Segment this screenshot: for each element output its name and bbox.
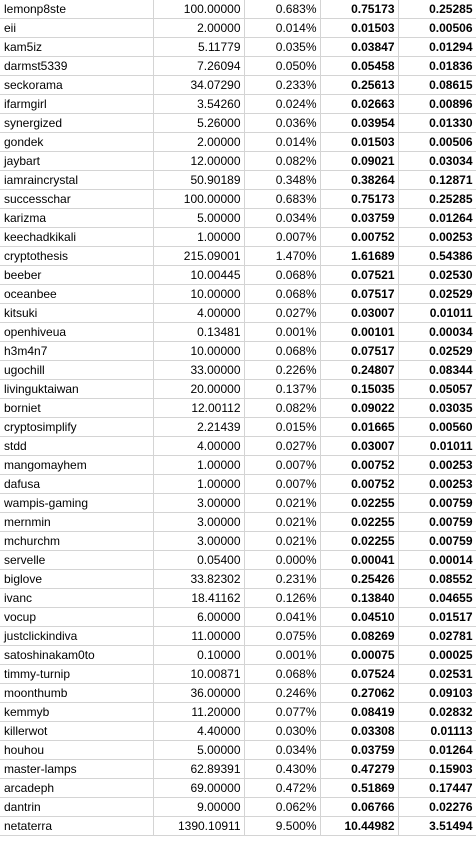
value-a-cell[interactable]: 0.25613 <box>320 76 398 95</box>
table-row <box>0 817 476 836</box>
name-cell[interactable]: justclickindiva <box>0 627 153 646</box>
value-a-cell[interactable]: 0.07524 <box>320 665 398 684</box>
value-b-cell[interactable]: 0.54386 <box>398 247 476 266</box>
amount-cell[interactable]: 5.11779 <box>153 38 244 57</box>
table-row <box>0 741 476 760</box>
value-b-cell[interactable]: 0.03034 <box>398 152 476 171</box>
value-a-cell[interactable]: 0.24807 <box>320 361 398 380</box>
table-row <box>0 133 476 152</box>
value-b-cell[interactable]: 0.00759 <box>398 532 476 551</box>
value-b-cell[interactable]: 0.00253 <box>398 456 476 475</box>
percent-cell[interactable]: 0.233% <box>244 76 320 95</box>
amount-cell[interactable]: 1.00000 <box>153 456 244 475</box>
percent-cell[interactable]: 0.035% <box>244 38 320 57</box>
amount-cell[interactable]: 0.13481 <box>153 323 244 342</box>
value-b-cell[interactable]: 0.01011 <box>398 437 476 456</box>
table-row <box>0 665 476 684</box>
name-cell[interactable]: seckorama <box>0 76 153 95</box>
amount-cell[interactable]: 5.26000 <box>153 114 244 133</box>
percent-cell[interactable]: 0.068% <box>244 665 320 684</box>
value-b-cell[interactable]: 0.00896 <box>398 95 476 114</box>
value-a-cell[interactable]: 0.38264 <box>320 171 398 190</box>
value-a-cell[interactable]: 0.00752 <box>320 228 398 247</box>
percent-cell[interactable]: 0.021% <box>244 494 320 513</box>
table-row <box>0 627 476 646</box>
percent-cell[interactable]: 0.068% <box>244 266 320 285</box>
value-b-cell[interactable]: 0.01113 <box>398 722 476 741</box>
value-b-cell[interactable]: 0.17447 <box>398 779 476 798</box>
table-row <box>0 190 476 209</box>
amount-cell[interactable]: 9.00000 <box>153 798 244 817</box>
value-b-cell[interactable]: 0.08615 <box>398 76 476 95</box>
value-a-cell[interactable]: 0.07521 <box>320 266 398 285</box>
value-a-cell[interactable]: 0.03954 <box>320 114 398 133</box>
value-b-cell[interactable]: 0.00253 <box>398 228 476 247</box>
value-b-cell[interactable]: 0.00253 <box>398 475 476 494</box>
amount-cell[interactable]: 34.07290 <box>153 76 244 95</box>
value-a-cell[interactable]: 0.01503 <box>320 133 398 152</box>
amount-cell[interactable]: 100.00000 <box>153 0 244 19</box>
name-cell[interactable]: beeber <box>0 266 153 285</box>
name-cell[interactable]: openhiveua <box>0 323 153 342</box>
name-cell[interactable]: kam5iz <box>0 38 153 57</box>
amount-cell[interactable]: 3.00000 <box>153 494 244 513</box>
amount-cell[interactable]: 12.00112 <box>153 399 244 418</box>
table-row <box>0 779 476 798</box>
amount-cell[interactable]: 12.00000 <box>153 152 244 171</box>
value-a-cell[interactable]: 0.13840 <box>320 589 398 608</box>
percent-cell[interactable]: 0.021% <box>244 532 320 551</box>
name-cell[interactable]: kitsuki <box>0 304 153 323</box>
name-cell[interactable]: jaybart <box>0 152 153 171</box>
table-row <box>0 152 476 171</box>
value-a-cell[interactable]: 0.09022 <box>320 399 398 418</box>
table-row <box>0 646 476 665</box>
value-a-cell[interactable]: 0.02255 <box>320 513 398 532</box>
value-a-cell[interactable]: 0.01665 <box>320 418 398 437</box>
percent-cell[interactable]: 0.082% <box>244 152 320 171</box>
table-row <box>0 114 476 133</box>
value-a-cell[interactable]: 0.47279 <box>320 760 398 779</box>
value-b-cell[interactable]: 0.01517 <box>398 608 476 627</box>
value-a-cell[interactable]: 0.04510 <box>320 608 398 627</box>
value-b-cell[interactable]: 0.25285 <box>398 0 476 19</box>
percent-cell[interactable]: 0.075% <box>244 627 320 646</box>
percent-cell[interactable]: 0.007% <box>244 228 320 247</box>
amount-cell[interactable]: 69.00000 <box>153 779 244 798</box>
table-row <box>0 513 476 532</box>
amount-cell[interactable]: 33.00000 <box>153 361 244 380</box>
value-b-cell[interactable]: 0.03035 <box>398 399 476 418</box>
amount-cell[interactable]: 0.05400 <box>153 551 244 570</box>
amount-cell[interactable]: 33.82302 <box>153 570 244 589</box>
table-row <box>0 323 476 342</box>
value-a-cell[interactable]: 0.02255 <box>320 494 398 513</box>
amount-cell[interactable]: 36.00000 <box>153 684 244 703</box>
value-b-cell[interactable]: 0.00759 <box>398 494 476 513</box>
value-a-cell[interactable]: 0.03759 <box>320 209 398 228</box>
percent-cell[interactable]: 0.231% <box>244 570 320 589</box>
name-cell[interactable]: timmy-turnip <box>0 665 153 684</box>
value-a-cell[interactable]: 0.51869 <box>320 779 398 798</box>
value-b-cell[interactable]: 0.02529 <box>398 342 476 361</box>
value-a-cell[interactable]: 0.09021 <box>320 152 398 171</box>
table-row <box>0 247 476 266</box>
percent-cell[interactable]: 0.007% <box>244 475 320 494</box>
value-b-cell[interactable]: 0.01836 <box>398 57 476 76</box>
percent-cell[interactable]: 1.470% <box>244 247 320 266</box>
table-row <box>0 703 476 722</box>
value-a-cell[interactable]: 0.06766 <box>320 798 398 817</box>
table-row <box>0 456 476 475</box>
percent-cell[interactable]: 0.007% <box>244 456 320 475</box>
name-cell[interactable]: oceanbee <box>0 285 153 304</box>
name-cell[interactable]: darmst5339 <box>0 57 153 76</box>
amount-cell[interactable]: 215.09001 <box>153 247 244 266</box>
table-row <box>0 76 476 95</box>
amount-cell[interactable]: 3.54260 <box>153 95 244 114</box>
value-a-cell[interactable]: 0.05458 <box>320 57 398 76</box>
amount-cell[interactable]: 100.00000 <box>153 190 244 209</box>
percent-cell[interactable]: 0.034% <box>244 741 320 760</box>
amount-cell[interactable]: 2.00000 <box>153 133 244 152</box>
value-b-cell[interactable]: 0.08344 <box>398 361 476 380</box>
value-a-cell[interactable]: 10.44982 <box>320 817 398 836</box>
value-a-cell[interactable]: 0.00752 <box>320 475 398 494</box>
name-cell[interactable]: synergized <box>0 114 153 133</box>
amount-cell[interactable]: 62.89391 <box>153 760 244 779</box>
value-a-cell[interactable]: 0.75173 <box>320 0 398 19</box>
name-cell[interactable]: h3m4n7 <box>0 342 153 361</box>
name-cell[interactable]: mangomayhem <box>0 456 153 475</box>
name-cell[interactable]: houhou <box>0 741 153 760</box>
value-a-cell[interactable]: 0.01503 <box>320 19 398 38</box>
value-a-cell[interactable]: 0.27062 <box>320 684 398 703</box>
percent-cell[interactable]: 0.030% <box>244 722 320 741</box>
percent-cell[interactable]: 0.001% <box>244 646 320 665</box>
table-row <box>0 722 476 741</box>
name-cell[interactable]: karizma <box>0 209 153 228</box>
value-a-cell[interactable]: 0.08419 <box>320 703 398 722</box>
value-b-cell[interactable]: 0.00034 <box>398 323 476 342</box>
value-b-cell[interactable]: 0.00506 <box>398 19 476 38</box>
name-cell[interactable]: moonthumb <box>0 684 153 703</box>
value-b-cell[interactable]: 0.04655 <box>398 589 476 608</box>
amount-cell[interactable]: 1.00000 <box>153 228 244 247</box>
percent-cell[interactable]: 0.027% <box>244 437 320 456</box>
percent-cell[interactable]: 0.082% <box>244 399 320 418</box>
value-b-cell[interactable]: 0.25285 <box>398 190 476 209</box>
value-b-cell[interactable]: 0.01294 <box>398 38 476 57</box>
table-row <box>0 38 476 57</box>
value-a-cell[interactable]: 0.02663 <box>320 95 398 114</box>
table-row <box>0 95 476 114</box>
amount-cell[interactable]: 11.00000 <box>153 627 244 646</box>
table-row <box>0 532 476 551</box>
table-row <box>0 494 476 513</box>
amount-cell[interactable]: 1390.10911 <box>153 817 244 836</box>
name-cell[interactable]: servelle <box>0 551 153 570</box>
value-b-cell[interactable]: 0.15903 <box>398 760 476 779</box>
table-row <box>0 570 476 589</box>
table-row <box>0 266 476 285</box>
value-a-cell[interactable]: 0.03308 <box>320 722 398 741</box>
table-row <box>0 57 476 76</box>
table-row <box>0 608 476 627</box>
value-a-cell[interactable]: 0.08269 <box>320 627 398 646</box>
percent-cell[interactable]: 0.014% <box>244 133 320 152</box>
percent-cell[interactable]: 0.050% <box>244 57 320 76</box>
value-a-cell[interactable]: 0.25426 <box>320 570 398 589</box>
percent-cell[interactable]: 0.348% <box>244 171 320 190</box>
name-cell[interactable]: dafusa <box>0 475 153 494</box>
value-b-cell[interactable]: 0.02530 <box>398 266 476 285</box>
percent-cell[interactable]: 0.226% <box>244 361 320 380</box>
table-row <box>0 380 476 399</box>
value-b-cell[interactable]: 0.05057 <box>398 380 476 399</box>
value-b-cell[interactable]: 0.01264 <box>398 741 476 760</box>
amount-cell[interactable]: 10.00000 <box>153 285 244 304</box>
value-b-cell[interactable]: 0.09103 <box>398 684 476 703</box>
name-cell[interactable]: killerwot <box>0 722 153 741</box>
name-cell[interactable]: vocup <box>0 608 153 627</box>
name-cell[interactable]: netaterra <box>0 817 153 836</box>
percent-cell[interactable]: 0.027% <box>244 304 320 323</box>
table-row <box>0 228 476 247</box>
name-cell[interactable]: gondek <box>0 133 153 152</box>
percent-cell[interactable]: 0.014% <box>244 19 320 38</box>
name-cell[interactable]: mchurchm <box>0 532 153 551</box>
name-cell[interactable]: livinguktaiwan <box>0 380 153 399</box>
name-cell[interactable]: keechadkikali <box>0 228 153 247</box>
amount-cell[interactable]: 2.00000 <box>153 19 244 38</box>
table-row <box>0 418 476 437</box>
name-cell[interactable]: successchar <box>0 190 153 209</box>
percent-cell[interactable]: 0.041% <box>244 608 320 627</box>
amount-cell[interactable]: 4.00000 <box>153 437 244 456</box>
name-cell[interactable]: dantrin <box>0 798 153 817</box>
amount-cell[interactable]: 10.00000 <box>153 342 244 361</box>
value-b-cell[interactable]: 0.00014 <box>398 551 476 570</box>
table-row <box>0 475 476 494</box>
table-row <box>0 304 476 323</box>
name-cell[interactable]: stdd <box>0 437 153 456</box>
value-a-cell[interactable]: 0.00041 <box>320 551 398 570</box>
amount-cell[interactable]: 5.00000 <box>153 741 244 760</box>
name-cell[interactable]: lemonp8ste <box>0 0 153 19</box>
value-a-cell[interactable]: 0.15035 <box>320 380 398 399</box>
table-row <box>0 0 476 19</box>
name-cell[interactable]: kemmyb <box>0 703 153 722</box>
value-b-cell[interactable]: 0.01330 <box>398 114 476 133</box>
amount-cell[interactable]: 3.00000 <box>153 532 244 551</box>
value-b-cell[interactable]: 0.02832 <box>398 703 476 722</box>
name-cell[interactable]: ivanc <box>0 589 153 608</box>
value-a-cell[interactable]: 0.03847 <box>320 38 398 57</box>
value-b-cell[interactable]: 0.00759 <box>398 513 476 532</box>
value-a-cell[interactable]: 0.02255 <box>320 532 398 551</box>
amount-cell[interactable]: 7.26094 <box>153 57 244 76</box>
amount-cell[interactable]: 20.00000 <box>153 380 244 399</box>
percent-cell[interactable]: 0.077% <box>244 703 320 722</box>
name-cell[interactable]: mernmin <box>0 513 153 532</box>
percent-cell[interactable]: 0.126% <box>244 589 320 608</box>
name-cell[interactable]: cryptothesis <box>0 247 153 266</box>
value-a-cell[interactable]: 0.00752 <box>320 456 398 475</box>
percent-cell[interactable]: 0.036% <box>244 114 320 133</box>
amount-cell[interactable]: 0.10000 <box>153 646 244 665</box>
value-a-cell[interactable]: 0.03007 <box>320 437 398 456</box>
table-row <box>0 361 476 380</box>
percent-cell[interactable]: 0.021% <box>244 513 320 532</box>
table-row <box>0 437 476 456</box>
name-cell[interactable]: master-lamps <box>0 760 153 779</box>
value-b-cell[interactable]: 3.51494 <box>398 817 476 836</box>
value-a-cell[interactable]: 1.61689 <box>320 247 398 266</box>
percent-cell[interactable]: 0.034% <box>244 209 320 228</box>
table-row <box>0 209 476 228</box>
name-cell[interactable]: iamraincrystal <box>0 171 153 190</box>
percent-cell[interactable]: 0.683% <box>244 0 320 19</box>
value-a-cell[interactable]: 0.07517 <box>320 285 398 304</box>
value-b-cell[interactable]: 0.00025 <box>398 646 476 665</box>
amount-cell[interactable]: 5.00000 <box>153 209 244 228</box>
value-a-cell[interactable]: 0.03759 <box>320 741 398 760</box>
percent-cell[interactable]: 0.062% <box>244 798 320 817</box>
percent-cell[interactable]: 0.024% <box>244 95 320 114</box>
name-cell[interactable]: borniet <box>0 399 153 418</box>
table-row <box>0 342 476 361</box>
table-row <box>0 798 476 817</box>
table-row <box>0 171 476 190</box>
amount-cell[interactable]: 4.40000 <box>153 722 244 741</box>
table-row <box>0 551 476 570</box>
name-cell[interactable]: cryptosimplify <box>0 418 153 437</box>
name-cell[interactable]: wampis-gaming <box>0 494 153 513</box>
value-a-cell[interactable]: 0.07517 <box>320 342 398 361</box>
value-b-cell[interactable]: 0.02276 <box>398 798 476 817</box>
amount-cell[interactable]: 10.00871 <box>153 665 244 684</box>
value-b-cell[interactable]: 0.02781 <box>398 627 476 646</box>
amount-cell[interactable]: 10.00445 <box>153 266 244 285</box>
percent-cell[interactable]: 0.430% <box>244 760 320 779</box>
name-cell[interactable]: ifarmgirl <box>0 95 153 114</box>
name-cell[interactable]: eii <box>0 19 153 38</box>
amount-cell[interactable]: 18.41162 <box>153 589 244 608</box>
percent-cell[interactable]: 0.068% <box>244 285 320 304</box>
table-row <box>0 760 476 779</box>
name-cell[interactable]: ugochill <box>0 361 153 380</box>
amount-cell[interactable]: 50.90189 <box>153 171 244 190</box>
value-a-cell[interactable]: 0.75173 <box>320 190 398 209</box>
value-b-cell[interactable]: 0.08552 <box>398 570 476 589</box>
percent-cell[interactable]: 0.683% <box>244 190 320 209</box>
value-b-cell[interactable]: 0.01264 <box>398 209 476 228</box>
value-a-cell[interactable]: 0.00101 <box>320 323 398 342</box>
amount-cell[interactable]: 1.00000 <box>153 475 244 494</box>
percent-cell[interactable]: 0.001% <box>244 323 320 342</box>
amount-cell[interactable]: 4.00000 <box>153 304 244 323</box>
table-row <box>0 589 476 608</box>
name-cell[interactable]: satoshinakam0to <box>0 646 153 665</box>
name-cell[interactable]: biglove <box>0 570 153 589</box>
value-b-cell[interactable]: 0.02529 <box>398 285 476 304</box>
percent-cell[interactable]: 0.015% <box>244 418 320 437</box>
amount-cell[interactable]: 2.21439 <box>153 418 244 437</box>
value-b-cell[interactable]: 0.01011 <box>398 304 476 323</box>
percent-cell[interactable]: 0.472% <box>244 779 320 798</box>
amount-cell[interactable]: 6.00000 <box>153 608 244 627</box>
percent-cell[interactable]: 0.246% <box>244 684 320 703</box>
value-b-cell[interactable]: 0.00560 <box>398 418 476 437</box>
value-b-cell[interactable]: 0.02531 <box>398 665 476 684</box>
table-row <box>0 684 476 703</box>
percent-cell[interactable]: 0.137% <box>244 380 320 399</box>
table-row <box>0 399 476 418</box>
name-cell[interactable]: arcadeph <box>0 779 153 798</box>
value-b-cell[interactable]: 0.00506 <box>398 133 476 152</box>
percent-cell[interactable]: 0.000% <box>244 551 320 570</box>
amount-cell[interactable]: 11.20000 <box>153 703 244 722</box>
amount-cell[interactable]: 3.00000 <box>153 513 244 532</box>
percent-cell[interactable]: 9.500% <box>244 817 320 836</box>
value-b-cell[interactable]: 0.12871 <box>398 171 476 190</box>
value-a-cell[interactable]: 0.03007 <box>320 304 398 323</box>
table-row <box>0 285 476 304</box>
table-row <box>0 19 476 38</box>
value-a-cell[interactable]: 0.00075 <box>320 646 398 665</box>
percent-cell[interactable]: 0.068% <box>244 342 320 361</box>
